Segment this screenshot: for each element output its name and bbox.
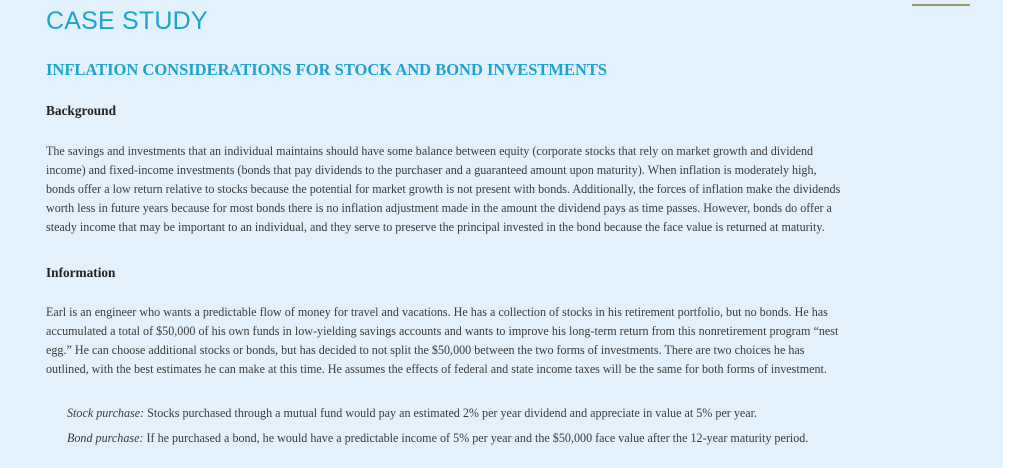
bond-purchase-item: [67, 431, 808, 446]
background-line: income) and fixed-income investments (bonds that pay dividends to the purchaser and a guaranteed amount upon maturity). When inflation is moderately high,: [46, 163, 817, 177]
background-heading: Background: [46, 103, 116, 118]
background-line: bonds offer a low return relative to stocks because the potential for market growth is not present with bonds. Additionally, the forces of inflation make the dividends: [46, 182, 841, 196]
bond-purchase-text: If he purchased a bond, he would have a predictable income of 5% per year and the $50,000 face value after the 12-year maturity period.: [143, 431, 809, 445]
information-heading: Information: [46, 265, 116, 280]
stock-purchase-text: Stocks purchased through a mutual fund would pay an estimated 2% per year dividend and appreciate in value at 5% per year.: [144, 406, 758, 420]
bond-purchase-label: Bond purchase:: [67, 431, 144, 445]
stock-purchase-item: [67, 406, 757, 421]
information-line: Earl is an engineer who wants a predictable flow of money for travel and vacations. He has a collection of stocks in his retirement portfolio, but no bonds. He has: [46, 305, 828, 319]
right-margin-strip: [1003, 0, 1024, 468]
information-line: accumulated a total of $50,000 of his own funds in low-yielding savings accounts and wants to improve his long-term return from this nonretirement program “nest: [46, 324, 839, 338]
background-line: The savings and investments that an individual maintains should have some balance between equity (corporate stocks that rely on market growth and dividend: [46, 144, 814, 158]
information-paragraph: [46, 303, 976, 379]
header-rule: [912, 4, 970, 6]
information-line: outlined, with the best estimates he can make at this time. He assumes the effects of federal and state income taxes will be the same for both forms of investment.: [46, 362, 827, 376]
information-line: egg.” He can choose additional stocks or bonds, but has decided to not split the $50,000 between the two forms of investments. There are two choices he has: [46, 343, 805, 357]
page-title: INFLATION CONSIDERATIONS FOR STOCK AND BOND INVESTMENTS: [46, 60, 608, 79]
background-line: steady income that may be important to an individual, and they serve to preserve the principal invested in the bond because the face value is returned at maturity.: [46, 220, 825, 234]
background-line: worth less in future years because for most bonds there is no inflation adjustment made in the amount the dividend pays as time passes. However, bonds do offer a: [46, 201, 832, 215]
case-study-label: CASE STUDY: [46, 7, 208, 35]
stock-purchase-label: Stock purchase:: [67, 406, 145, 420]
background-paragraph: [46, 142, 976, 237]
